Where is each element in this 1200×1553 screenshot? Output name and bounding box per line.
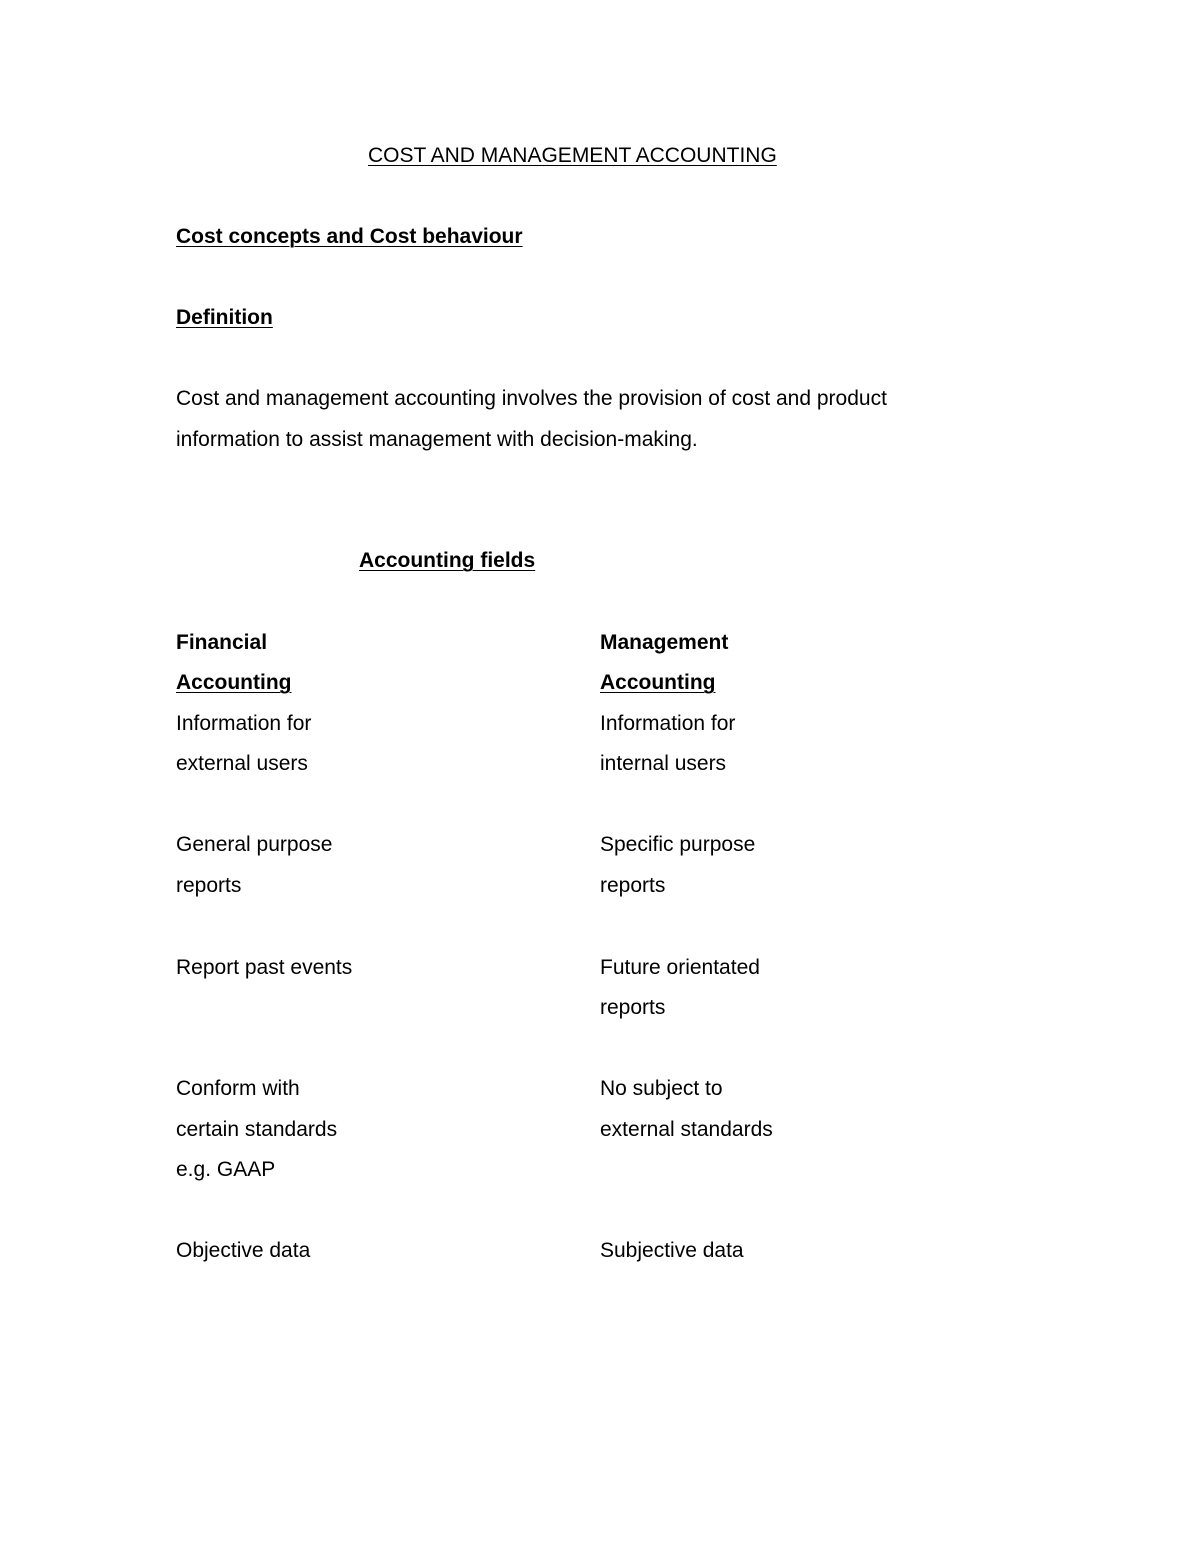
management-accounting-heading-line-1: Management: [600, 631, 729, 654]
management-item-4-line-1: No subject to: [600, 1077, 723, 1100]
management-item-3-line-2: reports: [600, 996, 666, 1019]
financial-item-3-line-1: Report past events: [176, 956, 353, 979]
fields-heading: Accounting fields: [359, 549, 536, 572]
management-accounting-heading-line-2: Accounting: [600, 671, 716, 694]
definition-heading: Definition: [176, 306, 273, 329]
financial-item-4-line-2: certain standards: [176, 1118, 338, 1141]
management-item-1-line-2: internal users: [600, 752, 727, 775]
document-title: COST AND MANAGEMENT ACCOUNTING: [368, 144, 777, 167]
financial-item-4-line-1: Conform with: [176, 1077, 300, 1100]
definition-text-line-2: information to assist management with decision-making.: [176, 428, 698, 451]
management-item-4-line-2: external standards: [600, 1118, 773, 1141]
financial-accounting-heading-line-2: Accounting: [176, 671, 292, 694]
financial-item-4-line-3: e.g. GAAP: [176, 1158, 276, 1181]
financial-accounting-heading-line-1: Financial: [176, 631, 268, 654]
financial-item-2-line-2: reports: [176, 874, 242, 897]
management-item-5-line-1: Subjective data: [600, 1239, 744, 1262]
management-item-2-line-2: reports: [600, 874, 666, 897]
definition-text-line-1: Cost and management accounting involves the provision of cost and product: [176, 387, 887, 410]
management-item-2-line-1: Specific purpose: [600, 833, 756, 856]
financial-item-1-line-2: external users: [176, 752, 308, 775]
financial-item-2-line-1: General purpose: [176, 833, 333, 856]
management-item-1-line-1: Information for: [600, 712, 736, 735]
management-item-3-line-1: Future orientated: [600, 956, 760, 979]
financial-item-1-line-1: Information for: [176, 712, 312, 735]
financial-item-5-line-1: Objective data: [176, 1239, 311, 1262]
section-heading: Cost concepts and Cost behaviour: [176, 225, 523, 248]
